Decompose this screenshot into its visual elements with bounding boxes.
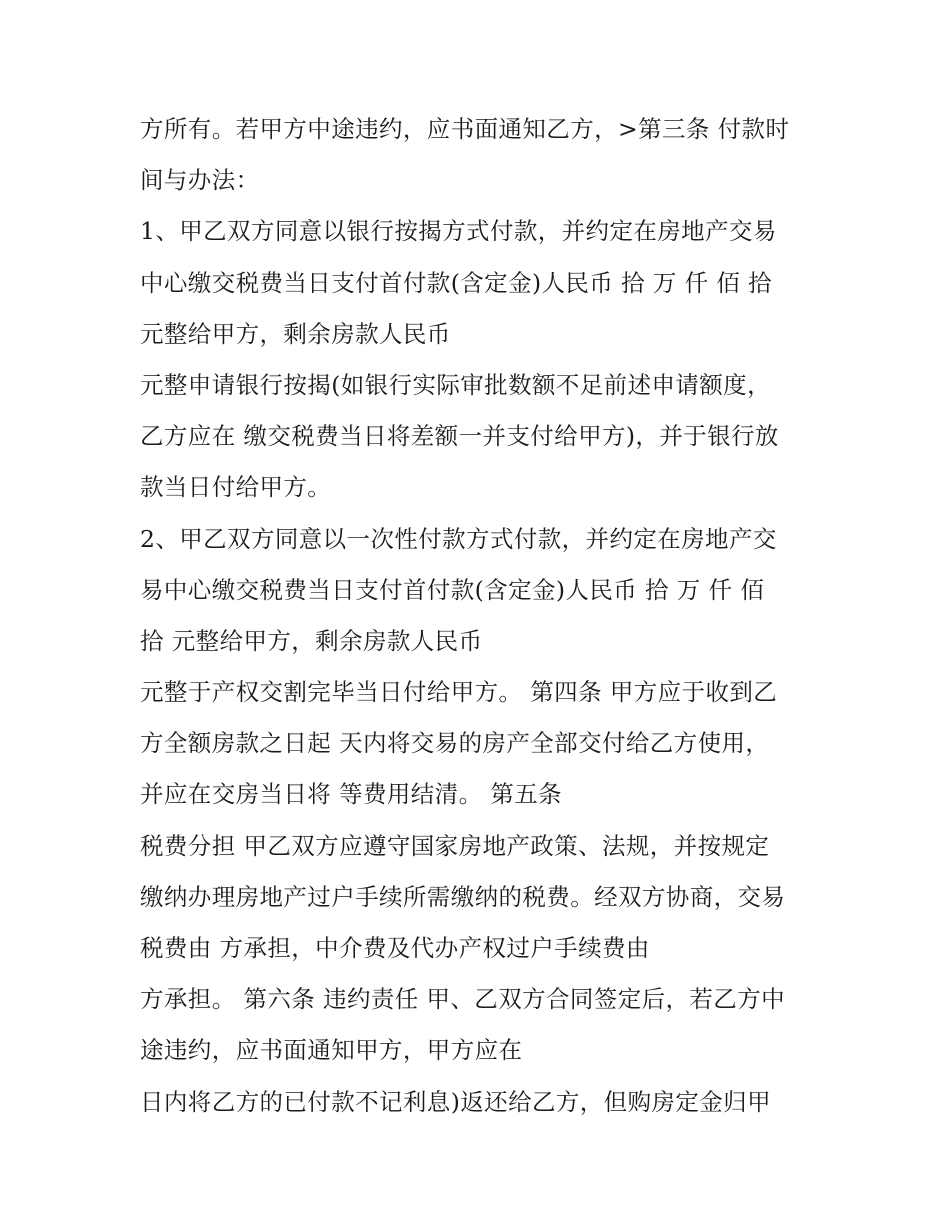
text-line: 日内将乙方的已付款不记利息)返还给乙方，但购房定金归甲	[140, 1087, 771, 1116]
text-line: 易中心缴交税费当日支付首付款(含定金)人民币 拾 万 仟 佰	[140, 575, 765, 604]
text-line: 元整申请银行按揭(如银行实际审批数额不足前述申请额度，	[140, 370, 771, 399]
text-line: 方承担。 第六条 违约责任 甲、乙双方合同签定后，若乙方中	[140, 985, 786, 1014]
text-line: 拾 元整给甲方，剩余房款人民币	[140, 626, 483, 655]
document-body	[140, 104, 840, 1128]
text-line: 1、甲乙双方同意以银行按揭方式付款，并约定在房地产交易	[140, 217, 777, 246]
text-line: 间与办法：	[140, 166, 260, 195]
text-line: 缴纳办理房地产过户手续所需缴纳的税费。经双方协商，交易	[140, 882, 786, 911]
text-line: 中心缴交税费当日支付首付款(含定金)人民币 拾 万 仟 佰 拾	[140, 268, 773, 297]
text-line: 税费分担 甲乙双方应遵守国家房地产政策、法规，并按规定	[140, 831, 770, 860]
text-line: 乙方应在 缴交税费当日将差额一并支付给甲方)，并于银行放	[140, 422, 779, 451]
text-line: 方所有。若甲方中途违约，应书面通知乙方，>第三条 付款时	[140, 115, 790, 143]
text-line: 税费由 方承担，中介费及代办产权过户手续费由	[140, 934, 650, 962]
text-line: 途违约，应书面通知甲方，甲方应在	[140, 1036, 523, 1065]
text-line: 元整于产权交割完毕当日付给甲方。 第四条 甲方应于收到乙	[140, 678, 778, 707]
text-line: 方全额房款之日起 天内将交易的房产全部交付给乙方使用，	[140, 729, 770, 758]
text-line: 并应在交房当日将 等费用结清。 第五条	[140, 780, 563, 809]
text-line: 款当日付给甲方。	[140, 473, 332, 502]
text-line: 2、甲乙双方同意以一次性付款方式付款，并约定在房地产交	[140, 524, 777, 553]
text-line: 元整给甲方，剩余房款人民币	[140, 319, 451, 348]
